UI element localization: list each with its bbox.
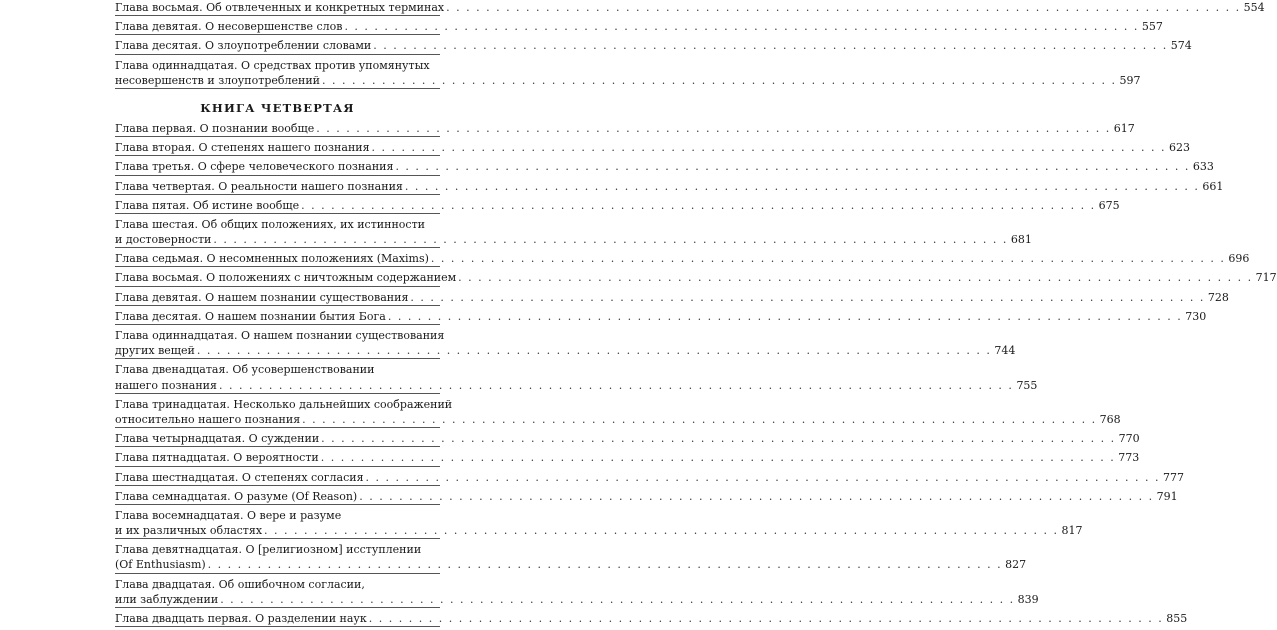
toc-line bbox=[115, 73, 1141, 88]
toc-line bbox=[115, 140, 1191, 155]
toc-entry bbox=[115, 38, 1192, 54]
toc-entry bbox=[115, 470, 1185, 486]
toc-line bbox=[115, 159, 1214, 174]
dot-leader bbox=[302, 412, 1096, 427]
dot-leader bbox=[372, 140, 1166, 155]
dot-leader bbox=[458, 270, 1252, 285]
toc-line bbox=[115, 38, 1192, 53]
dot-leader bbox=[366, 470, 1160, 485]
toc-entry-title: (Of Enthusiasm) bbox=[115, 558, 206, 572]
toc-entry-title: Глава четырнадцатая. О суждении bbox=[115, 432, 320, 446]
toc-line bbox=[115, 362, 440, 377]
toc-entry-title: Глава четвертая. О реальности нашего познания bbox=[115, 179, 403, 193]
toc-entry bbox=[115, 450, 1140, 466]
toc-entry-title: Глава девятнадцатая. О [религиозном] исступлении bbox=[115, 543, 422, 557]
dot-leader bbox=[197, 343, 991, 358]
toc-line bbox=[115, 592, 1039, 607]
dot-leader bbox=[359, 489, 1153, 504]
toc-page-number: 717 bbox=[1255, 271, 1277, 285]
toc-line bbox=[115, 121, 1135, 136]
toc-line bbox=[115, 577, 440, 592]
toc-entry bbox=[115, 362, 1038, 393]
toc-entry-title: Глава первая. О познании вообще bbox=[115, 121, 315, 135]
toc-list-book-three-end bbox=[115, 0, 1265, 92]
toc-line bbox=[115, 557, 1027, 572]
toc-entry-title: Глава семнадцатая. О разуме (Of Reason) bbox=[115, 489, 358, 503]
toc-entry-title: Глава девятая. О нашем познании существования bbox=[115, 290, 409, 304]
toc-entry-title: Глава восьмая. Об отвлеченных и конкретных терминах bbox=[115, 1, 445, 14]
toc-entry-title: Глава двенадцатая. Об усовершенствовании bbox=[115, 363, 375, 377]
toc-entry bbox=[115, 542, 1027, 573]
toc-entry-title: Глава тринадцатая. Несколько дальнейших соображений bbox=[115, 397, 453, 411]
toc-page-number: 744 bbox=[994, 344, 1016, 358]
toc-page-number: 777 bbox=[1163, 470, 1185, 484]
toc-page-number: 768 bbox=[1099, 412, 1121, 426]
dot-leader bbox=[321, 431, 1115, 446]
toc-line bbox=[115, 0, 1265, 15]
toc-entry bbox=[115, 19, 1163, 35]
toc-entry bbox=[115, 290, 1229, 306]
toc-entry bbox=[115, 309, 1207, 325]
toc-page-number: 661 bbox=[1202, 179, 1224, 193]
toc-line bbox=[115, 431, 1140, 446]
toc-entry bbox=[115, 217, 1032, 248]
toc-entry-title: несовершенств и злоупотреблений bbox=[115, 73, 320, 87]
toc-entry-title: и их различных областях bbox=[115, 524, 263, 538]
toc-line bbox=[115, 378, 1038, 393]
dot-leader bbox=[220, 592, 1014, 607]
toc-entry bbox=[115, 251, 1250, 267]
toc-line bbox=[115, 270, 1277, 285]
dot-leader bbox=[208, 557, 1002, 572]
toc-line bbox=[115, 58, 440, 73]
toc-page-number: 791 bbox=[1156, 489, 1178, 503]
toc-entry bbox=[115, 489, 1178, 505]
toc-entry bbox=[115, 328, 1016, 359]
toc-entry-title: нашего познания bbox=[115, 378, 217, 392]
toc-page-number: 773 bbox=[1118, 451, 1140, 465]
toc-entry bbox=[115, 140, 1191, 156]
toc-entry-title: Глава двадцать первая. О разделении наук bbox=[115, 612, 367, 625]
dot-leader bbox=[446, 0, 1240, 15]
toc-entry bbox=[115, 198, 1120, 214]
toc-page-number: 681 bbox=[1010, 233, 1032, 247]
dot-leader bbox=[316, 121, 1110, 136]
dot-leader bbox=[410, 290, 1204, 305]
toc-page-number: 623 bbox=[1169, 141, 1191, 155]
toc-page-number: 675 bbox=[1098, 198, 1120, 212]
toc-page-number: 557 bbox=[1141, 20, 1163, 34]
toc-line bbox=[115, 470, 1185, 485]
toc-entry-title: Глава девятая. О несовершенстве слов bbox=[115, 20, 343, 34]
toc-line bbox=[115, 19, 1163, 34]
toc-entry-title: или заблуждении bbox=[115, 592, 219, 606]
toc-page-number: 728 bbox=[1207, 290, 1229, 304]
toc-entry bbox=[115, 58, 1141, 89]
toc-line bbox=[115, 251, 1250, 266]
toc-entry-title: Глава одиннадцатая. О средствах против упомянутых bbox=[115, 58, 430, 72]
toc-line bbox=[115, 508, 440, 523]
toc-entry-title: Глава двадцатая. Об ошибочном согласии, bbox=[115, 577, 365, 591]
dot-leader bbox=[213, 232, 1007, 247]
toc-line bbox=[115, 397, 453, 412]
toc-page-number: 696 bbox=[1228, 252, 1250, 266]
toc-line bbox=[115, 309, 1207, 324]
dot-leader bbox=[301, 198, 1095, 213]
toc-line bbox=[115, 542, 440, 557]
dot-leader bbox=[388, 309, 1182, 324]
toc-line bbox=[115, 489, 1178, 504]
toc-entry bbox=[115, 179, 1224, 195]
toc-page-number: 633 bbox=[1192, 160, 1214, 174]
dot-leader bbox=[431, 251, 1225, 266]
toc-line bbox=[115, 523, 1083, 538]
toc-line bbox=[115, 611, 1188, 626]
dot-leader bbox=[322, 73, 1116, 88]
toc-entry-title: Глава восемнадцатая. О вере и разуме bbox=[115, 508, 342, 522]
toc-page-number: 554 bbox=[1243, 1, 1265, 14]
dot-leader bbox=[373, 38, 1167, 53]
toc-line bbox=[115, 328, 445, 343]
toc-entry bbox=[115, 159, 1214, 175]
table-of-contents bbox=[115, 0, 1277, 630]
toc-entry bbox=[115, 270, 1277, 286]
toc-line bbox=[115, 232, 1032, 247]
toc-line bbox=[115, 343, 1016, 358]
dot-leader bbox=[344, 19, 1138, 34]
toc-page-number: 770 bbox=[1118, 432, 1140, 446]
toc-page-number: 827 bbox=[1005, 558, 1027, 572]
toc-entry bbox=[115, 577, 1039, 608]
dot-leader bbox=[321, 450, 1115, 465]
toc-page-number: 855 bbox=[1166, 612, 1188, 625]
toc-entry bbox=[115, 508, 1083, 539]
toc-page-number: 617 bbox=[1113, 121, 1135, 135]
toc-entry-title: Глава третья. О сфере человеческого познания bbox=[115, 160, 394, 174]
toc-page-number: 839 bbox=[1017, 592, 1039, 606]
toc-entry-title: Глава одиннадцатая. О нашем познании существования bbox=[115, 329, 445, 342]
toc-entry bbox=[115, 0, 1265, 16]
toc-entry-title: относительно нашего познания bbox=[115, 412, 301, 426]
toc-page-number: 574 bbox=[1170, 39, 1192, 53]
dot-leader bbox=[405, 179, 1199, 194]
toc-entry-title: Глава шестнадцатая. О степенях согласия bbox=[115, 470, 364, 484]
toc-entry-title: Глава десятая. О злоупотреблении словами bbox=[115, 39, 372, 53]
dot-leader bbox=[219, 378, 1013, 393]
toc-line bbox=[115, 179, 1224, 194]
toc-entry-title: Глава шестая. Об общих положениях, их истинности bbox=[115, 217, 425, 231]
toc-entry-title: Глава седьмая. О несомненных положениях (Maxims) bbox=[115, 252, 429, 266]
toc-list-book-four bbox=[115, 121, 1277, 630]
toc-page-number: 755 bbox=[1016, 378, 1038, 392]
book-heading: КНИГА ЧЕТВЕРТАЯ bbox=[200, 100, 355, 115]
toc-entry bbox=[115, 397, 1121, 428]
toc-entry bbox=[115, 611, 1188, 627]
dot-leader bbox=[369, 611, 1163, 626]
toc-line bbox=[115, 198, 1120, 213]
toc-line bbox=[115, 290, 1229, 305]
toc-page-number: 597 bbox=[1119, 73, 1141, 87]
toc-entry-title: Глава пятая. Об истине вообще bbox=[115, 198, 300, 212]
dot-leader bbox=[395, 159, 1189, 174]
toc-line bbox=[115, 217, 440, 232]
toc-entry bbox=[115, 121, 1135, 137]
toc-entry-title: Глава восьмая. О положениях с ничтожным содержанием bbox=[115, 271, 457, 285]
toc-page-number: 817 bbox=[1061, 524, 1083, 538]
toc-line bbox=[115, 412, 1121, 427]
toc-entry bbox=[115, 431, 1140, 447]
toc-entry-title: Глава десятая. О нашем познании бытия Бога bbox=[115, 309, 386, 323]
toc-entry-title: других вещей bbox=[115, 344, 195, 358]
toc-entry-title: Глава вторая. О степенях нашего познания bbox=[115, 141, 370, 155]
toc-page-number: 730 bbox=[1185, 309, 1207, 323]
dot-leader bbox=[264, 523, 1058, 538]
toc-line bbox=[115, 450, 1140, 465]
toc-entry-title: и достоверности bbox=[115, 233, 212, 247]
toc-entry-title: Глава пятнадцатая. О вероятности bbox=[115, 451, 319, 465]
